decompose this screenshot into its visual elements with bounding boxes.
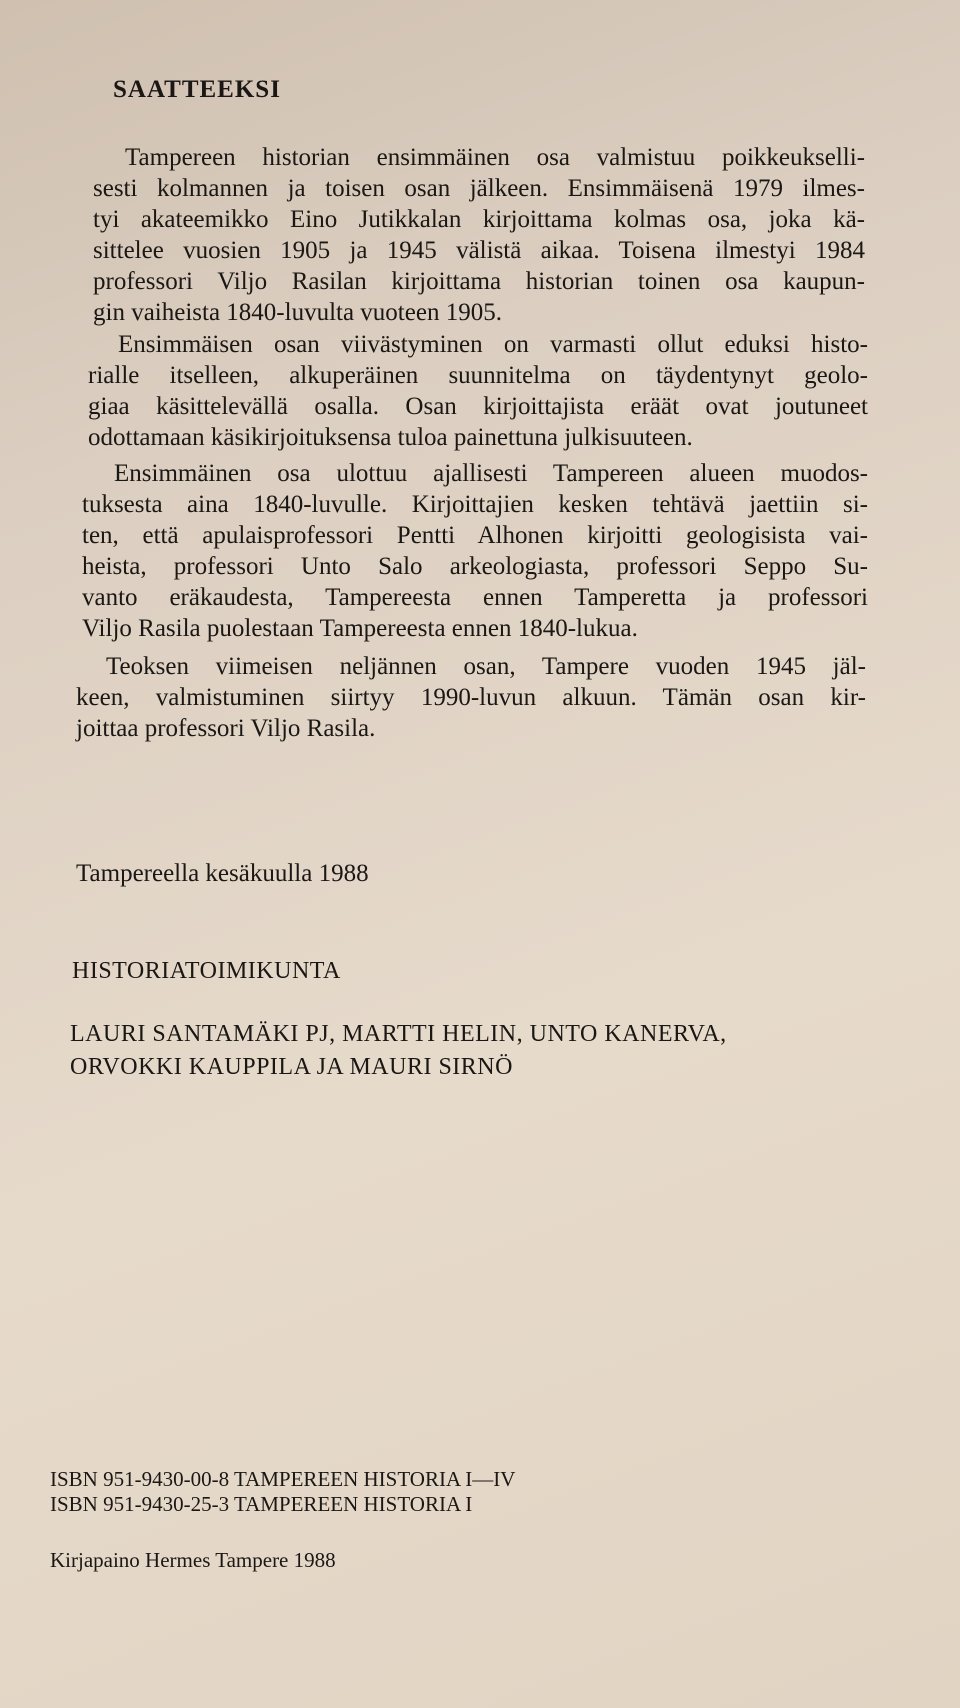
printer-line: Kirjapaino Hermes Tampere 1988 xyxy=(50,1548,336,1572)
isbn-block xyxy=(50,1467,515,1517)
committee-members-line: ORVOKKI KAUPPILA JA MAURI SIRNÖ xyxy=(70,1054,513,1080)
text-line: professori Viljo Rasilan kirjoittama historian toinen osa kaupun- xyxy=(93,268,865,295)
committee-members-line: LAURI SANTAMÄKI PJ, MARTTI HELIN, UNTO KANERVA, xyxy=(70,1021,727,1047)
text-line: vanto eräkaudesta, Tampereesta ennen Tamperetta ja professori xyxy=(82,584,868,611)
paragraph-4 xyxy=(76,651,866,744)
text-line: Tampereen historian ensimmäinen osa valmistuu poikkeukselli- xyxy=(125,144,865,171)
isbn-line: ISBN 951-9430-25-3 TAMPEREEN HISTORIA I xyxy=(50,1492,473,1516)
committee-members xyxy=(70,1018,727,1084)
text-line: Viljo Rasila puolestaan Tampereesta ennen 1840-lukua. xyxy=(82,615,638,642)
text-line: Ensimmäinen osa ulottuu ajallisesti Tampereen alueen muodos- xyxy=(114,460,868,487)
text-line: tuksesta aina 1840-luvulle. Kirjoittajien kesken tehtävä jaettiin si- xyxy=(82,491,868,518)
text-line: sittelee vuosien 1905 ja 1945 välistä aikaa. Toisena ilmestyi 1984 xyxy=(93,237,865,264)
text-line: heista, professori Unto Salo arkeologiasta, professori Seppo Su- xyxy=(82,553,868,580)
text-line: joittaa professori Viljo Rasila. xyxy=(76,715,376,742)
text-line: tyi akateemikko Eino Jutikkalan kirjoittama kolmas osa, joka kä- xyxy=(93,206,865,233)
paragraph-2 xyxy=(88,329,868,453)
isbn-line: ISBN 951-9430-00-8 TAMPEREEN HISTORIA I—IV xyxy=(50,1467,516,1491)
text-line: Teoksen viimeisen neljännen osan, Tampere vuoden 1945 jäl- xyxy=(106,653,866,680)
paragraph-3 xyxy=(82,458,868,644)
text-line: keen, valmistuminen siirtyy 1990-luvun alkuun. Tämän osan kir- xyxy=(76,684,866,711)
text-line: rialle itselleen, alkuperäinen suunnitelma on täydentynyt geolo- xyxy=(88,362,868,389)
text-line: giaa käsittelevällä osalla. Osan kirjoittajista eräät ovat joutuneet xyxy=(88,393,868,420)
text-line: ten, että apulaisprofessori Pentti Alhonen kirjoitti geologisista vai- xyxy=(82,522,868,549)
page-heading: SAATTEEKSI xyxy=(113,76,281,103)
text-line: Ensimmäisen osan viivästyminen on varmasti ollut eduksi histo- xyxy=(118,331,868,358)
committee-title: HISTORIATOIMIKUNTA xyxy=(72,958,341,984)
text-line: odottamaan käsikirjoituksensa tuloa painettuna julkisuuteen. xyxy=(88,424,693,451)
place-date: Tampereella kesäkuulla 1988 xyxy=(76,860,369,887)
text-line: sesti kolmannen ja toisen osan jälkeen. Ensimmäisenä 1979 ilmes- xyxy=(93,175,865,202)
paragraph-1 xyxy=(93,142,865,328)
text-line: gin vaiheista 1840-luvulta vuoteen 1905. xyxy=(93,299,502,326)
